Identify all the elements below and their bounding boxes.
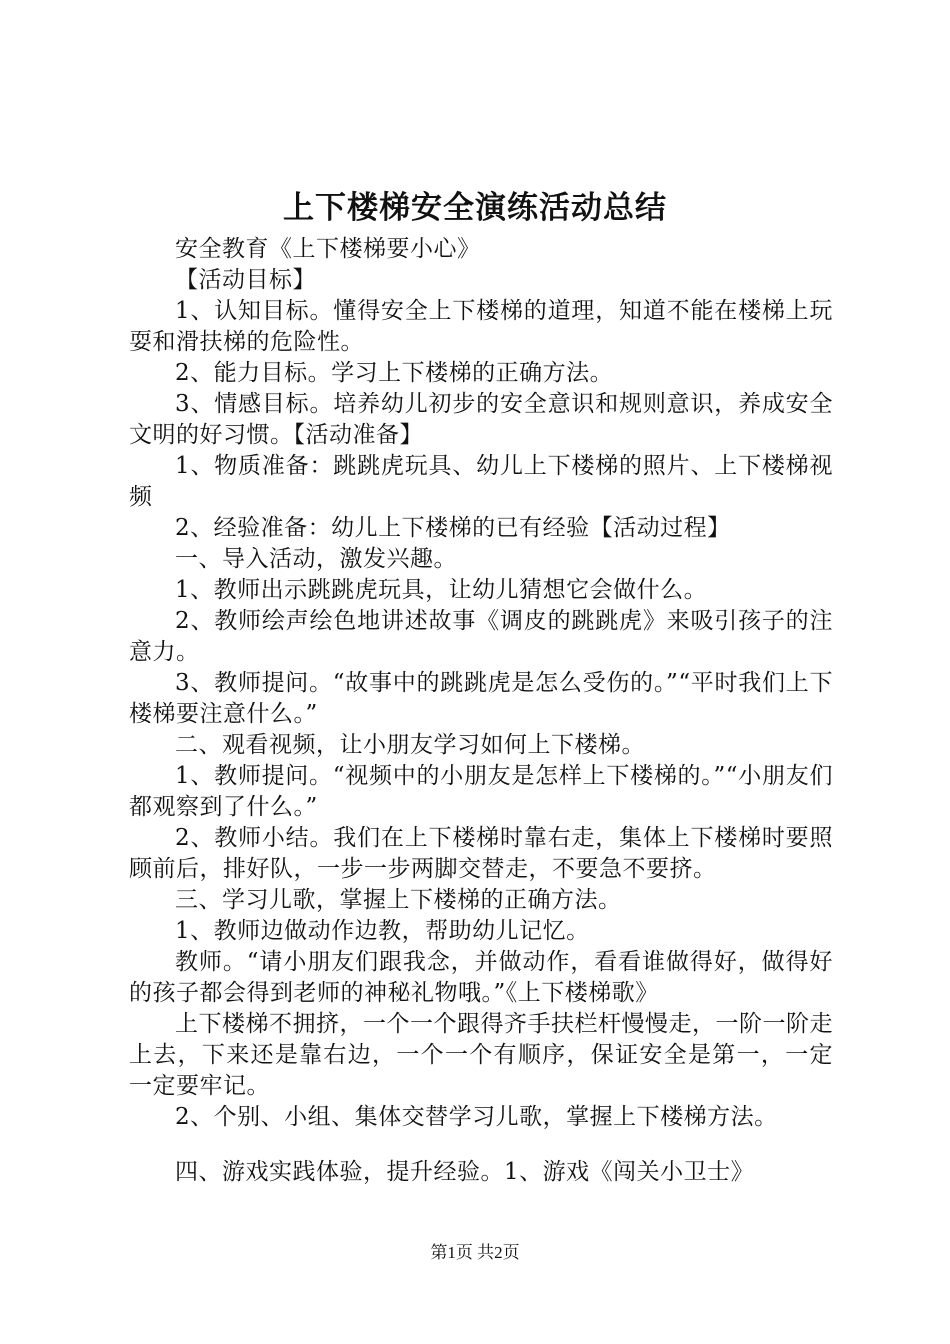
paragraph: 1、教师提问。“视频中的小朋友是怎样上下楼梯的。”“小朋友们都观察到了什么。” <box>129 763 833 820</box>
paragraph: 3、情感目标。培养幼儿初步的安全意识和规则意识，养成安全文明的好习惯。【活动准备】 <box>129 391 833 448</box>
paragraph: 上下楼梯不拥挤，一个一个跟得齐手扶栏杆慢慢走，一阶一阶走上去，下来还是靠右边，一个一个有顺序，保证安全是第一，一定一定要牢记。 <box>129 1011 833 1099</box>
paragraph: 1、教师边做动作边教，帮助幼儿记忆。 <box>175 918 590 944</box>
paragraph: 【活动目标】 <box>175 267 316 293</box>
page-footer: 第1页 共2页 <box>430 1243 520 1262</box>
paragraph: 2、教师绘声绘色地讲述故事《调皮的跳跳虎》来吸引孩子的注意力。 <box>129 608 833 665</box>
paragraph: 2、教师小结。我们在上下楼梯时靠右走，集体上下楼梯时要照顾前后，排好队，一步一步两脚交替走，不要急不要挤。 <box>129 825 833 882</box>
document-title: 上下楼梯安全演练活动总结 <box>283 190 667 226</box>
paragraph: 2、个别、小组、集体交替学习儿歌，掌握上下楼梯方法。 <box>175 1104 778 1130</box>
paragraph: 1、物质准备：跳跳虎玩具、幼儿上下楼梯的照片、上下楼梯视频 <box>129 453 833 510</box>
paragraph: 3、教师提问。“故事中的跳跳虎是怎么受伤的。”“平时我们上下楼梯要注意什么。” <box>129 670 833 727</box>
paragraph: 2、经验准备：幼儿上下楼梯的已有经验【活动过程】 <box>175 515 731 541</box>
paragraph: 二、观看视频，让小朋友学习如何上下楼梯。 <box>175 732 645 758</box>
paragraph: 2、能力目标。学习上下楼梯的正确方法。 <box>175 360 614 386</box>
paragraph-spacer <box>129 1133 833 1157</box>
paragraph: 1、认知目标。懂得安全上下楼梯的道理，知道不能在楼梯上玩耍和滑扶梯的危险性。 <box>129 298 833 355</box>
paragraph: 1、教师出示跳跳虎玩具，让幼儿猜想它会做什么。 <box>175 577 708 603</box>
paragraph: 三、学习儿歌，掌握上下楼梯的正确方法。 <box>175 887 622 913</box>
paragraph: 安全教育《上下楼梯要小心》 <box>175 236 481 262</box>
paragraph: 一、导入活动，激发兴趣。 <box>175 546 457 572</box>
document-body <box>129 234 833 1188</box>
paragraph: 四、游戏实践体验，提升经验。1、游戏《闯关小卫士》 <box>175 1159 755 1185</box>
paragraph: 教师。“请小朋友们跟我念，并做动作，看看谁做得好，做得好的孩子都会得到老师的神秘礼物哦。”《上下楼梯歌》 <box>129 949 833 1006</box>
